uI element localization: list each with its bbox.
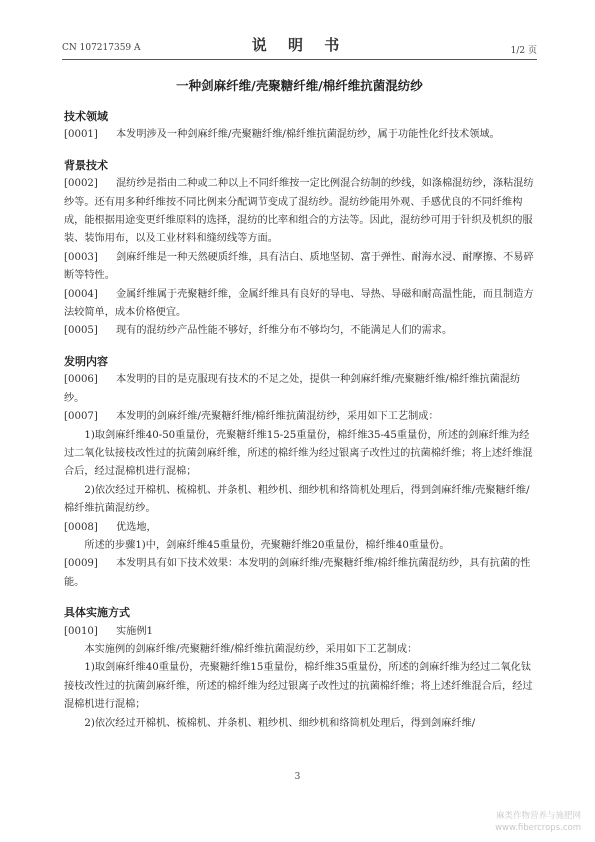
paragraph-number: [0005] xyxy=(64,325,98,337)
paragraph-0008 xyxy=(64,519,537,537)
section-heading-embodiment: 具体实施方式 xyxy=(64,606,130,620)
process-step-1: 1)取剑麻纤维40-50重量份，壳聚糖纤维15-25重量份，棉纤维35-45重量份，所述的剑麻纤维为经过二氧化钛接枝改性过的抗菌剑麻纤维，所述的棉纤维为经过银离子改性过的抗菌棉纤维；将上述纤维混合后，经过混棉机进行混棉； xyxy=(64,429,533,478)
paragraph-number: [0003] xyxy=(64,251,98,263)
section-heading-background: 背景技术 xyxy=(64,158,108,172)
paragraph-number: [0009] xyxy=(64,558,98,570)
section-heading-invention: 发明内容 xyxy=(64,354,108,368)
embodiment-step-1: 1)取剑麻纤维40重量份，壳聚糖纤维15重量份，棉纤维35重量份，所述的剑麻纤维为经过二氧化钛接枝改性过的抗菌剑麻纤维，所述的棉纤维为经过银离子改性过的抗菌棉纤维；将上述纤维混合后，经过混棉机进行混棉； xyxy=(64,662,533,711)
paragraph-text: 本发明涉及一种剑麻纤维/壳聚糖纤维/棉纤维抗菌混纺纱，属于功能性化纤技术领域。 xyxy=(116,129,500,141)
paragraph-0003 xyxy=(64,249,537,286)
header-divider xyxy=(62,59,537,60)
paragraph-text: 混纺纱是指由二种或二种以上不同纤维按一定比例混合纺制的纱线，如涤棉混纺纱，涤粘混纺纱等。还有用多种纤维按不同比例来分配调节变成了混纺纱。混纺纱能用外观、手感优良的不同纤维构成，能根据用途变更纤维原料的选择，混纺的比率和组合的方法等。因此，混纺纱可用于针织及机织的服装、装饰用布，以及工业材料和缝纫线等方面。 xyxy=(64,178,534,245)
paragraph-text: 现有的混纺纱产品性能不够好，纤维分布不够均匀，不能满足人们的需求。 xyxy=(116,325,453,337)
paragraph-number: [0008] xyxy=(64,521,98,533)
paragraph-0004 xyxy=(64,286,537,323)
page-header xyxy=(62,34,537,56)
page-indicator: 1/2 页 xyxy=(510,46,537,56)
paragraph-number: [0006] xyxy=(64,374,98,386)
paragraph-number: [0007] xyxy=(64,411,98,423)
process-step-2: 2)依次经过开棉机、梳棉机、并条机、粗纱机、细纱机和络筒机处理后，得到剑麻纤维/壳聚糖纤维/棉纤维抗菌混纺纱。 xyxy=(64,484,530,515)
embodiment-intro: 本实施例的剑麻纤维/壳聚糖纤维/棉纤维抗菌混纺纱，采用如下工艺制成： xyxy=(84,643,418,655)
document-type-title: 说 明 书 xyxy=(251,36,348,54)
document-title: 一种剑麻纤维/壳聚糖纤维/棉纤维抗菌混纺纱 xyxy=(176,78,423,93)
paragraph-text: 本发明的剑麻纤维/壳聚糖纤维/棉纤维抗菌混纺纱，采用如下工艺制成： xyxy=(116,411,439,423)
embodiment-step-2: 2)依次经过开棉机、梳棉机、并条机、粗纱机、细纱机和络筒机处理后，得到剑麻纤维/ xyxy=(84,717,476,729)
paragraph-text: 实施例1 xyxy=(116,625,154,637)
paragraph-text: 金属纤维属于壳聚糖纤维，金属纤维具有良好的导电、导热、导磁和耐高温性能，而且制造方法较简单，成本价格便宜。 xyxy=(64,288,534,319)
patent-number: CN 107217359 A xyxy=(62,43,141,53)
paragraph-0010 xyxy=(64,623,537,641)
paragraph-0007 xyxy=(64,408,537,426)
page-number: 3 xyxy=(294,772,301,782)
paragraph-text: 剑麻纤维是一种天然硬质纤维，具有洁白、质地坚韧、富于弹性、耐海水浸、耐摩擦、不易碎断等特性。 xyxy=(64,251,534,282)
paragraph-0005 xyxy=(64,322,537,340)
watermark-url: www.fibercrops.com xyxy=(495,823,581,833)
preferred-ratio-text: 所述的步骤1)中，剑麻纤维45重量份，壳聚糖纤维20重量份，棉纤维40重量份。 xyxy=(84,539,450,551)
paragraph-0002 xyxy=(64,175,537,249)
paragraph-0009 xyxy=(64,555,537,592)
watermark-site-name: 麻类作物营养与施肥网 xyxy=(495,811,581,821)
paragraph-number: [0001] xyxy=(64,129,98,141)
paragraph-number: [0010] xyxy=(64,625,98,637)
paragraph-text: 优选地， xyxy=(116,521,157,533)
paragraph-number: [0004] xyxy=(64,288,98,300)
paragraph-text: 本发明的目的是克服现有技术的不足之处，提供一种剑麻纤维/壳聚糖纤维/棉纤维抗菌混纺纱。 xyxy=(64,374,521,404)
paragraph-0001 xyxy=(64,126,537,144)
watermark xyxy=(495,810,581,834)
paragraph-0006 xyxy=(64,371,537,408)
paragraph-number: [0002] xyxy=(64,178,98,190)
paragraph-text: 本发明具有如下技术效果：本发明的剑麻纤维/壳聚糖纤维/棉纤维抗菌混纺纱，具有抗菌的性能。 xyxy=(64,558,531,588)
section-heading-tech-field: 技术领域 xyxy=(64,110,108,123)
document-body xyxy=(64,108,537,733)
